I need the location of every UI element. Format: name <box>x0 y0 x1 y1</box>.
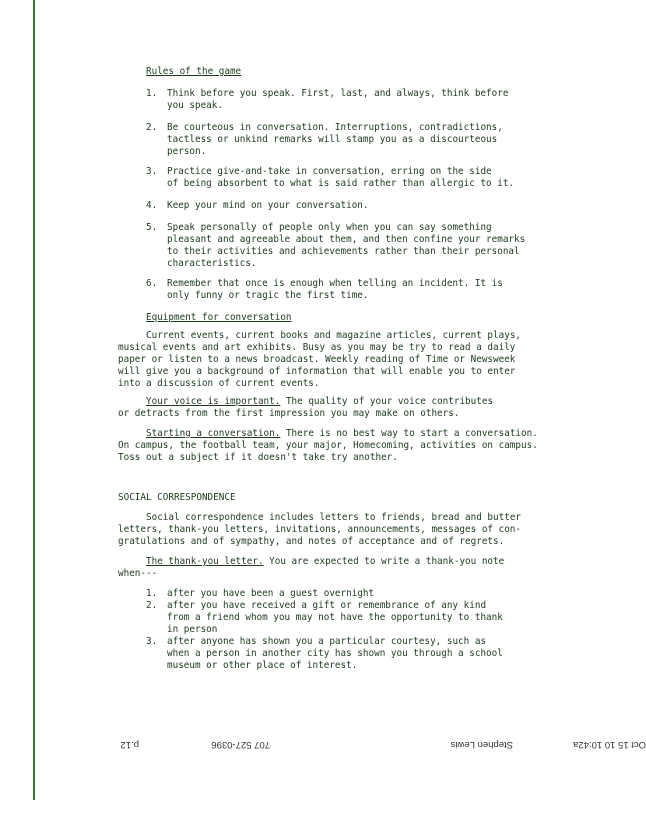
item-line: in person <box>167 624 218 635</box>
rule-line: only funny or tragic the first time. <box>167 290 369 301</box>
item-line: after you have been a guest overnight <box>167 588 375 599</box>
rule-line: person. <box>167 146 207 157</box>
thank-you-text: You are expected to write a thank-you note <box>263 556 505 567</box>
start-text: There is no best way to start a conversation. <box>280 428 538 439</box>
rule-number: 6. <box>146 278 158 289</box>
rule-line: tactless or unkind remarks will stamp you as a discourteous <box>167 134 498 145</box>
thank-you-lead: The thank-you letter. <box>146 556 264 567</box>
rule-line: Keep your mind on your conversation. <box>167 200 369 211</box>
item-line: when a person in another city has shown you through a school <box>167 648 503 659</box>
item-line: after anyone has shown you a particular courtesy, such as <box>167 636 487 647</box>
start-line-3: Toss out a subject if it doesn't take try another. <box>118 452 398 463</box>
equipment-heading: Equipment for conversation <box>146 312 292 323</box>
fax-footer <box>0 736 646 750</box>
social-heading: SOCIAL CORRESPONDENCE <box>118 492 236 503</box>
rule-line: to their activities and achievements rather than their personal <box>167 246 520 257</box>
rule-line: Think before you speak. First, last, and always, think before <box>167 88 509 99</box>
rules-heading: Rules of the game <box>146 66 242 77</box>
rule-line: of being absorbent to what is said rather than allergic to it. <box>167 178 515 189</box>
rule-line: characteristics. <box>167 258 257 269</box>
fax-page-number: p.12 <box>120 739 139 750</box>
paragraph-line: gratulations and of sympathy, and notes of acceptance and of regrets. <box>118 536 505 547</box>
start-line-2: On campus, the football team, your major, Homecoming, activities on campus. <box>118 440 538 451</box>
fax-date: Oct 15 10 10:42a <box>573 739 646 750</box>
start-lead: Starting a conversation. <box>146 428 281 439</box>
voice-line-2: or detracts from the first impression you may make on others. <box>118 408 460 419</box>
paragraph-line: Social correspondence includes letters to friends, bread and butter <box>146 512 522 523</box>
rule-number: 1. <box>146 88 158 99</box>
rule-line: you speak. <box>167 100 223 111</box>
rule-number: 4. <box>146 200 158 211</box>
start-line <box>146 428 538 440</box>
thank-you-line <box>146 556 504 568</box>
item-line: museum or other place of interest. <box>167 660 358 671</box>
voice-text: The quality of your voice contributes <box>280 396 494 407</box>
rule-number: 3. <box>146 166 158 177</box>
rule-line: Remember that once is enough when telling an incident. It is <box>167 278 503 289</box>
paragraph-line: will give you a background of information that will enable you to enter <box>118 366 516 377</box>
item-line: after you have received a gift or remembrance of any kind <box>167 600 487 611</box>
paragraph-line: into a discussion of current events. <box>118 378 320 389</box>
item-number: 2. <box>146 600 158 611</box>
rule-line: Practice give-and-take in conversation, erring on the side <box>167 166 492 177</box>
paragraph-line: letters, thank-you letters, invitations, announcements, messages of con- <box>118 524 521 535</box>
rule-line: Be courteous in conversation. Interruptions, contradictions, <box>167 122 503 133</box>
rule-number: 2. <box>146 122 158 133</box>
voice-line <box>146 396 493 408</box>
rule-number: 5. <box>146 222 158 233</box>
paragraph-line: Current events, current books and magazine articles, current plays, <box>146 330 522 341</box>
fax-phone: 707 527-0396 <box>211 739 270 750</box>
item-line: from a friend whom you may not have the opportunity to thank <box>167 612 503 623</box>
voice-lead: Your voice is important. <box>146 396 281 407</box>
rule-line: Speak personally of people only when you can say something <box>167 222 492 233</box>
fax-sender-name: Stephen Lewis <box>450 739 513 750</box>
paragraph-line: paper or listen to a news broadcast. Weekly reading of Time or Newsweek <box>118 354 516 365</box>
rule-line: pleasant and agreeable about them, and then confine your remarks <box>167 234 526 245</box>
item-number: 1. <box>146 588 158 599</box>
left-margin-line <box>33 0 35 800</box>
item-number: 3. <box>146 636 158 647</box>
thank-you-line-2: when--- <box>118 568 158 579</box>
paragraph-line: musical events and art exhibits. Busy as you may be try to read a daily <box>118 342 516 353</box>
